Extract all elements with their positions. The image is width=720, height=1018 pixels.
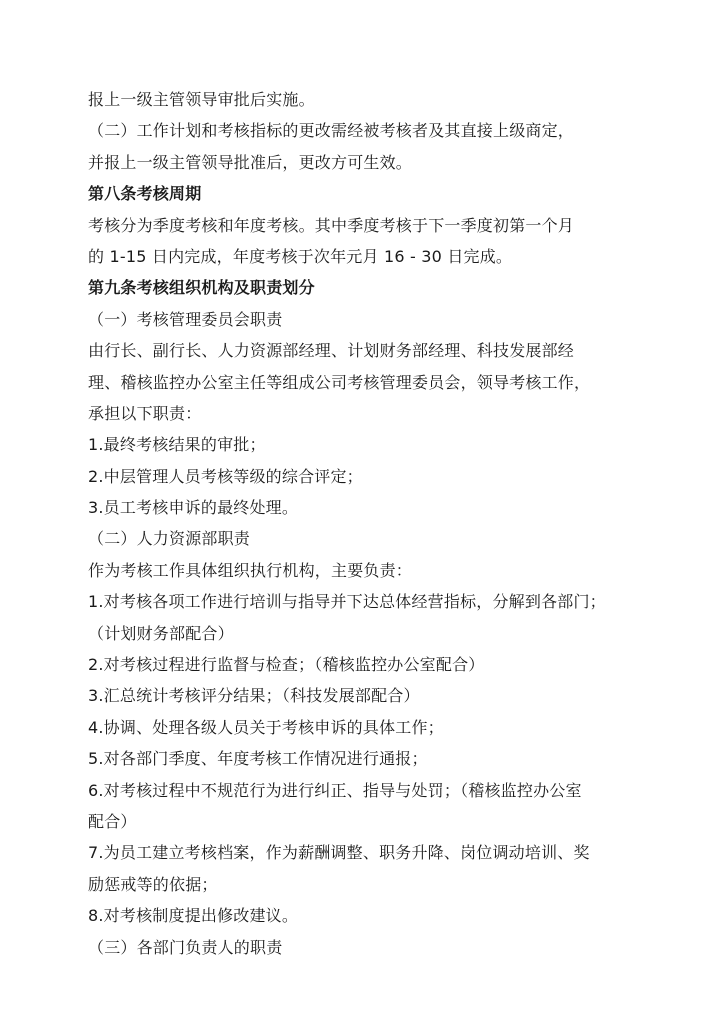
subsection-heading: （一）考核管理委员会职责: [88, 309, 283, 329]
list-item: 1.最终考核结果的审批；: [88, 435, 266, 455]
text-line: 报上一级主管领导审批后实施。: [88, 90, 315, 109]
list-item: 4.协调、处理各级人员关于考核申诉的具体工作；: [88, 717, 444, 737]
list-item: 2.中层管理人员考核等级的综合评定；: [88, 466, 363, 486]
section-heading: 第八条考核周期: [88, 184, 202, 204]
text-line: 并报上一级主管领导批准后，更改方可生效。: [88, 152, 413, 172]
list-item: 6.对考核过程中不规范行为进行纠正、指导与处罚；（稽核监控办公室: [88, 780, 582, 800]
list-item: 2.对考核过程进行监督与检查；（稽核监控办公室配合）: [88, 655, 485, 675]
text-line: 的 1-15 日内完成，年度考核于次年元月 16 - 30 日完成。: [88, 246, 513, 266]
list-item: 5.对各部门季度、年度考核工作情况进行通报；: [88, 749, 428, 769]
list-item: 3.汇总统计考核评分结果；（科技发展部配合）: [88, 686, 420, 706]
text-line: 承担以下职责：: [88, 403, 202, 423]
text-line: 作为考核工作具体组织执行机构，主要负责：: [88, 560, 413, 580]
list-item: （计划财务部配合）: [88, 623, 234, 643]
text-line: 考核分为季度考核和年度考核。其中季度考核于下一季度初第一个月: [88, 215, 575, 235]
list-item: 7.为员工建立考核档案，作为薪酬调整、职务升降、岗位调动培训、奖: [88, 843, 590, 863]
text-line: 理、稽核监控办公室主任等组成公司考核管理委员会，领导考核工作，: [88, 372, 591, 392]
subsection-heading: （二）人力资源部职责: [88, 529, 251, 549]
text-line: 由行长、副行长、人力资源部经理、计划财务部经理、科技发展部经: [88, 341, 575, 361]
list-item: 1.对考核各项工作进行培训与指导并下达总体经营指标，分解到各部门；: [88, 592, 606, 612]
section-heading: 第九条考核组织机构及职责划分: [88, 278, 315, 298]
list-item: 8.对考核制度提出修改建议。: [88, 906, 299, 926]
document-body: [88, 84, 668, 963]
list-item: 3.员工考核申诉的最终处理。: [88, 498, 299, 518]
list-item: 配合）: [88, 811, 137, 831]
text-line: （二）工作计划和考核指标的更改需经被考核者及其直接上级商定，: [88, 121, 575, 141]
list-item: 励惩戒等的依据；: [88, 874, 218, 894]
subsection-heading: （三）各部门负责人的职责: [88, 937, 283, 957]
